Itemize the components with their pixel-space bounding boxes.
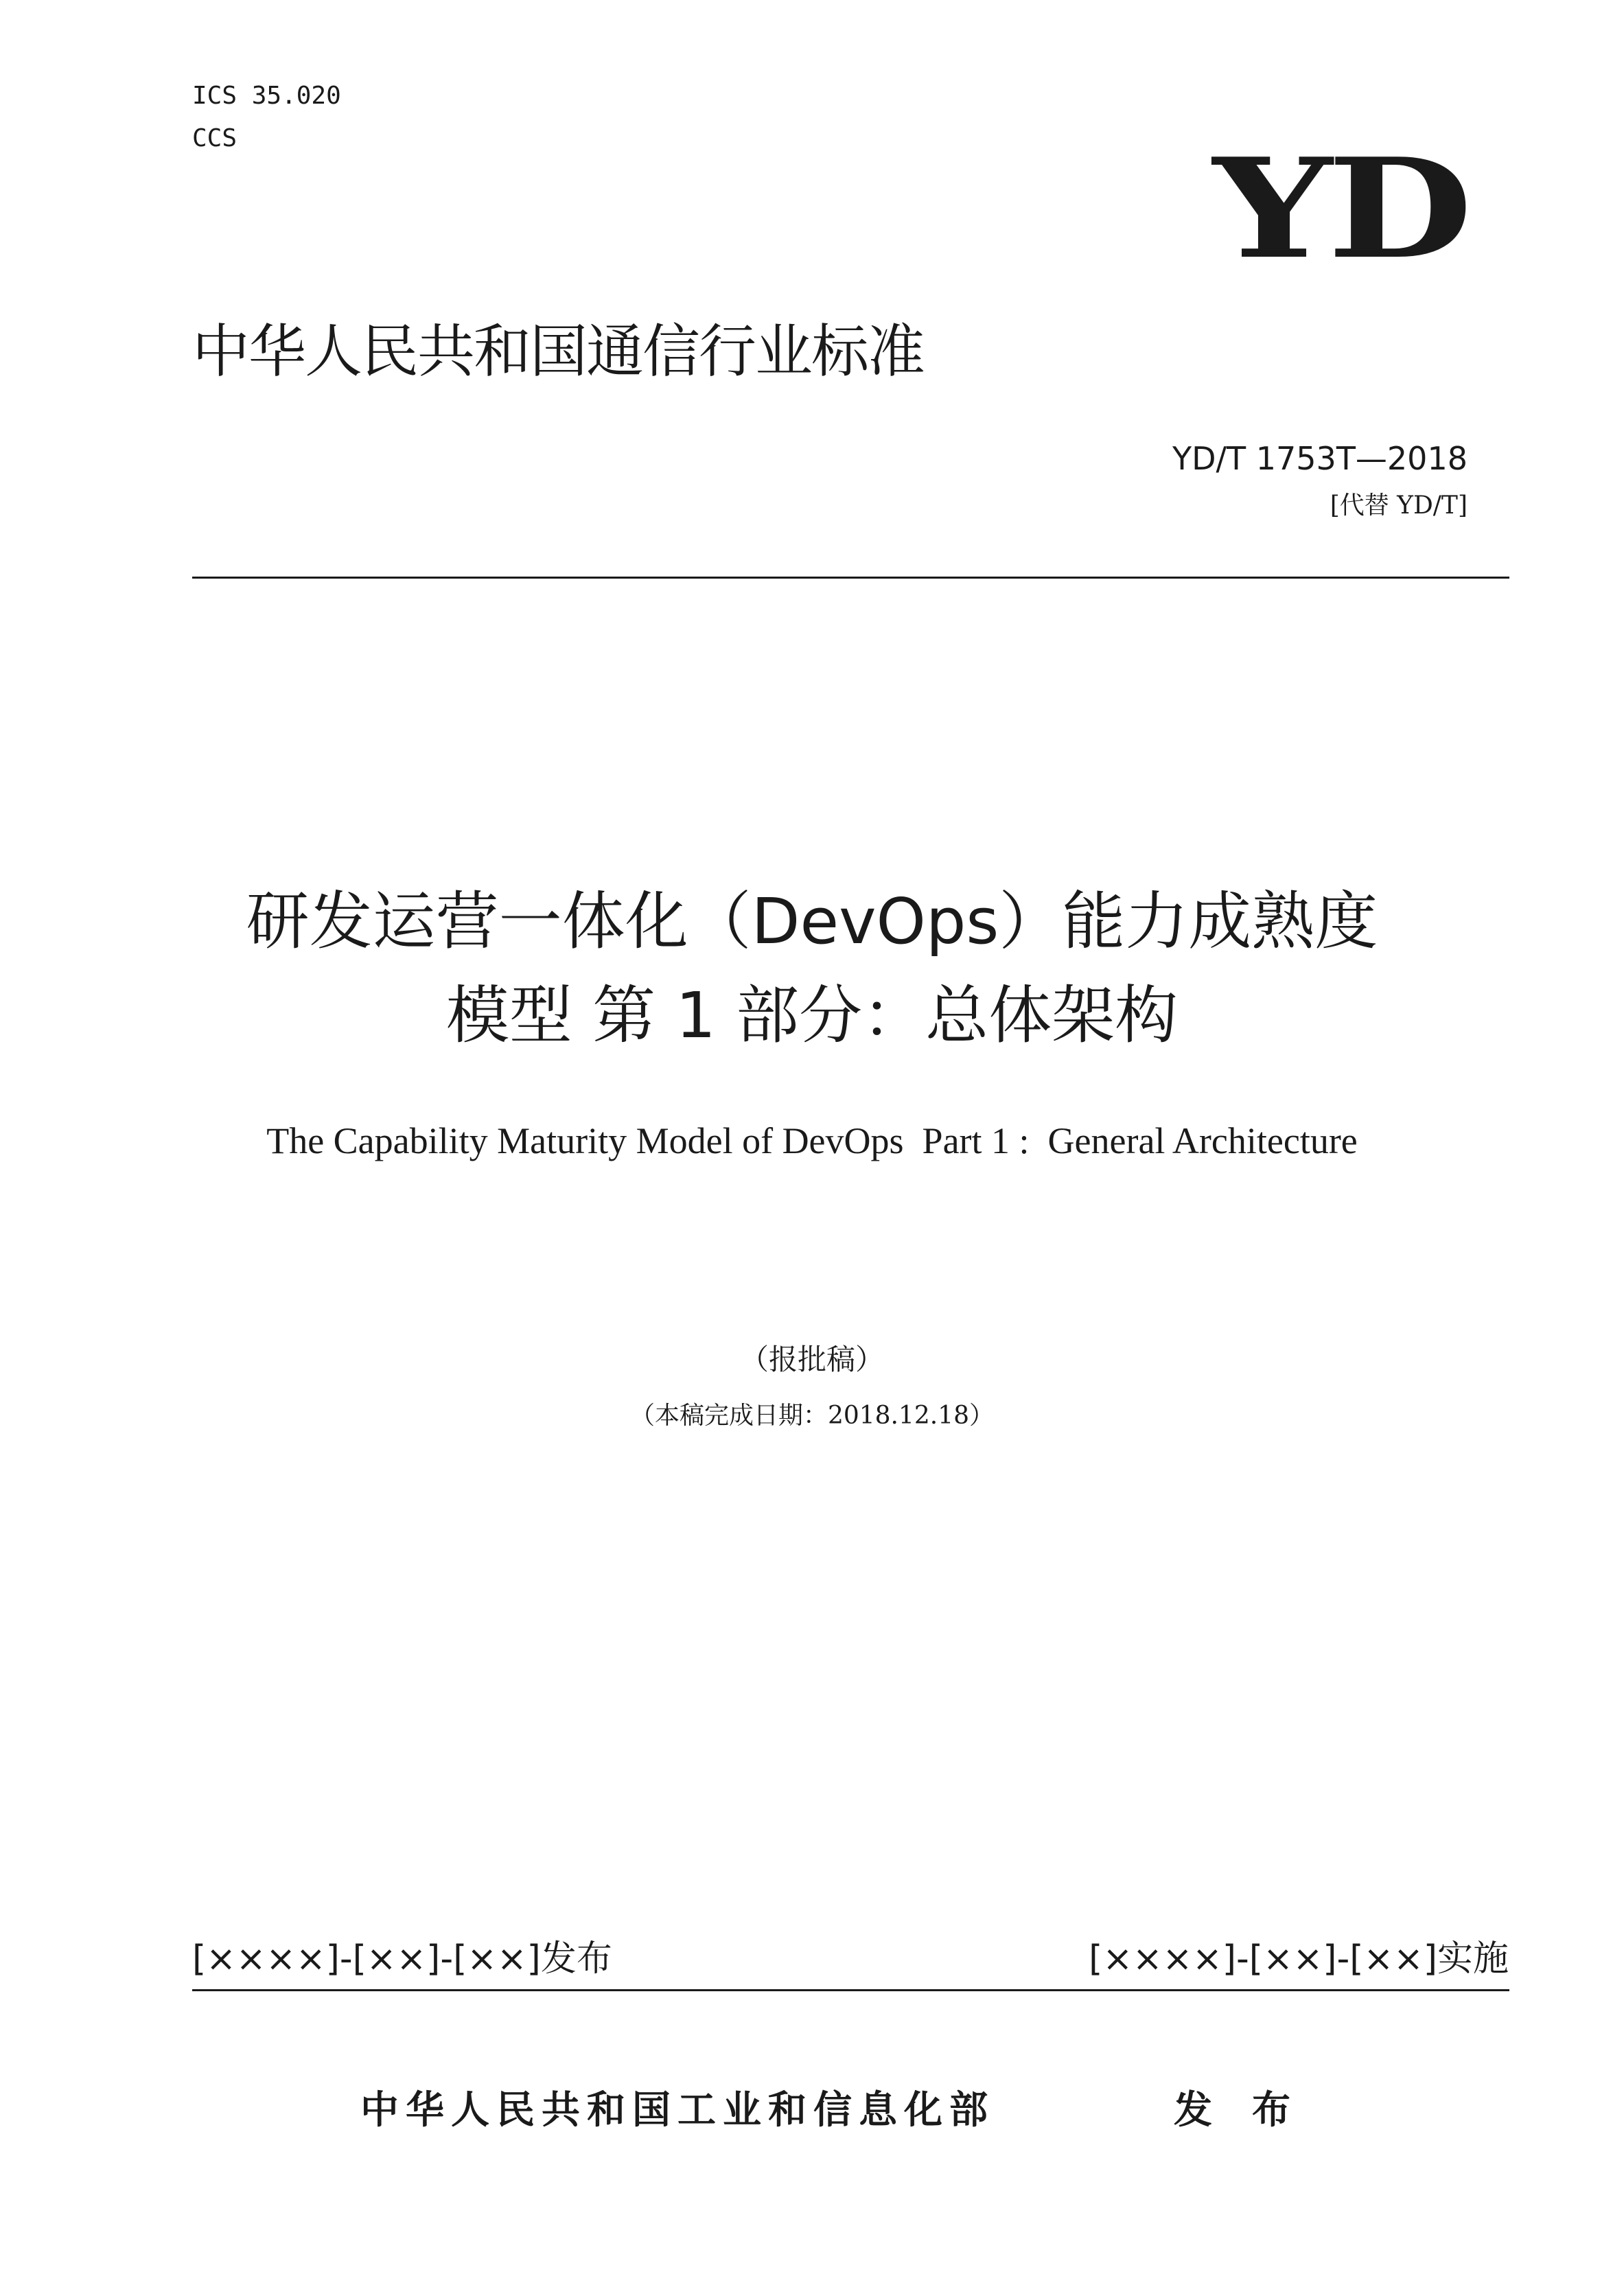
yd-logo: YD — [1212, 128, 1468, 290]
draft-status: （报批稿） — [739, 1343, 884, 1376]
issue-date: [××××]-[××]-[××]发布 — [192, 1938, 612, 1980]
document-title-english: The Capability Maturity Model of DevOps Part 1 : General Architecture — [266, 1120, 1358, 1161]
publisher-name: 中华人民共和国工业和信息化部 — [360, 2088, 995, 2133]
ccs-code: CCS — [192, 124, 237, 152]
draft-completion-date: （本稿完成日期：2018.12.18） — [629, 1402, 995, 1430]
replaces-note: [代替 YD/T] — [1330, 491, 1468, 520]
document-title-line-1: 研发运营一体化（DevOps）能力成熟度 — [246, 885, 1378, 958]
publish-label: 发布 — [1174, 2088, 1330, 2133]
document-title-line-2: 模型 第 1 部分：总体架构 — [445, 979, 1179, 1052]
footer-divider — [192, 1989, 1509, 1991]
header-divider — [192, 577, 1509, 579]
standard-number: YD/T 1753T—2018 — [1172, 440, 1468, 477]
implementation-date: [××××]-[××]-[××]实施 — [1089, 1938, 1509, 1980]
standard-category: 中华人民共和国通信行业标准 — [192, 318, 925, 385]
ics-code: ICS 35.020 — [192, 82, 341, 110]
